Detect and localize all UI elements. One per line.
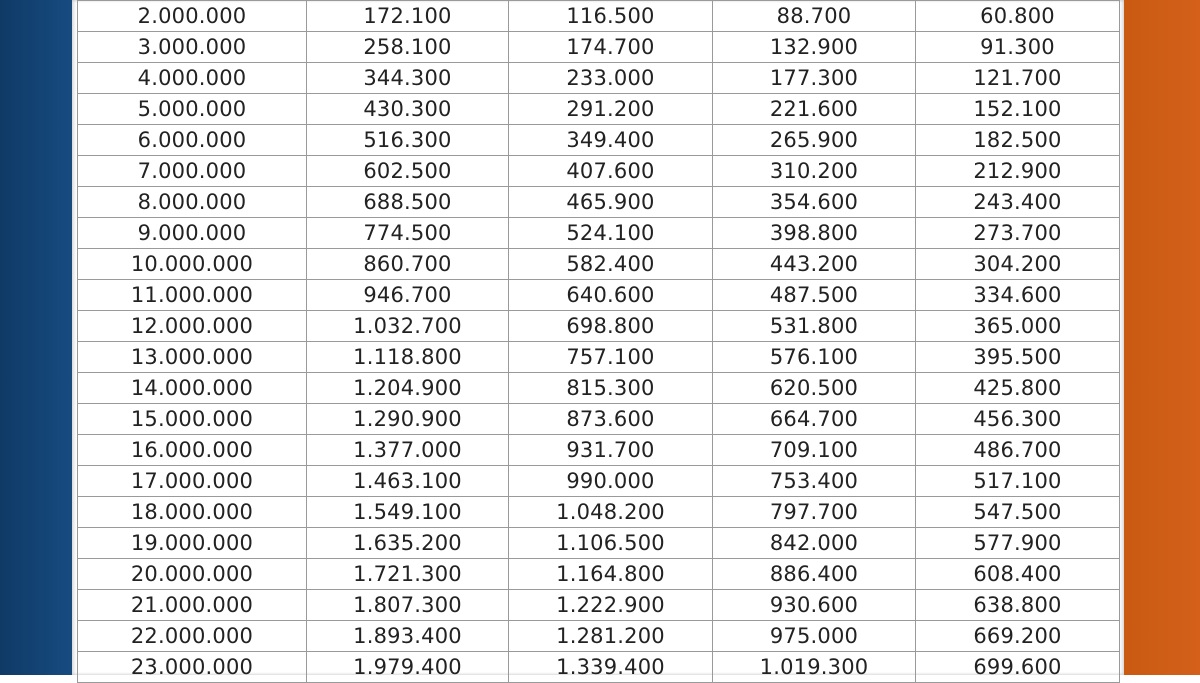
value-cell-1: 344.300 xyxy=(307,63,509,94)
value-cell-4: 152.100 xyxy=(916,94,1120,125)
amount-cell: 13.000.000 xyxy=(78,342,307,373)
amount-cell: 5.000.000 xyxy=(78,94,307,125)
value-cell-1: 1.290.900 xyxy=(307,404,509,435)
value-cell-3: 265.900 xyxy=(713,125,916,156)
value-cell-3: 88.700 xyxy=(713,1,916,32)
value-cell-2: 1.048.200 xyxy=(509,497,713,528)
value-cell-3: 664.700 xyxy=(713,404,916,435)
value-cell-3: 177.300 xyxy=(713,63,916,94)
amount-cell: 4.000.000 xyxy=(78,63,307,94)
value-cell-4: 182.500 xyxy=(916,125,1120,156)
value-cell-4: 243.400 xyxy=(916,187,1120,218)
table-row xyxy=(78,218,1120,249)
value-cell-3: 531.800 xyxy=(713,311,916,342)
value-cell-1: 1.549.100 xyxy=(307,497,509,528)
rate-table-body xyxy=(78,1,1120,683)
table-row xyxy=(78,94,1120,125)
table-row xyxy=(78,373,1120,404)
table-row xyxy=(78,63,1120,94)
table-row xyxy=(78,497,1120,528)
value-cell-1: 1.377.000 xyxy=(307,435,509,466)
table-row xyxy=(78,32,1120,63)
value-cell-3: 886.400 xyxy=(713,559,916,590)
amount-cell: 12.000.000 xyxy=(78,311,307,342)
value-cell-3: 310.200 xyxy=(713,156,916,187)
value-cell-2: 465.900 xyxy=(509,187,713,218)
value-cell-3: 221.600 xyxy=(713,94,916,125)
right-color-band xyxy=(1124,0,1200,675)
table-row xyxy=(78,435,1120,466)
table-row xyxy=(78,528,1120,559)
value-cell-3: 1.019.300 xyxy=(713,652,916,683)
value-cell-3: 576.100 xyxy=(713,342,916,373)
value-cell-4: 486.700 xyxy=(916,435,1120,466)
value-cell-1: 1.807.300 xyxy=(307,590,509,621)
table-row xyxy=(78,1,1120,32)
value-cell-1: 258.100 xyxy=(307,32,509,63)
value-cell-3: 132.900 xyxy=(713,32,916,63)
value-cell-2: 1.164.800 xyxy=(509,559,713,590)
amount-cell: 11.000.000 xyxy=(78,280,307,311)
amount-cell: 9.000.000 xyxy=(78,218,307,249)
amount-cell: 7.000.000 xyxy=(78,156,307,187)
value-cell-2: 990.000 xyxy=(509,466,713,497)
value-cell-4: 638.800 xyxy=(916,590,1120,621)
value-cell-4: 456.300 xyxy=(916,404,1120,435)
value-cell-4: 365.000 xyxy=(916,311,1120,342)
value-cell-2: 116.500 xyxy=(509,1,713,32)
amount-cell: 23.000.000 xyxy=(78,652,307,683)
table-row xyxy=(78,311,1120,342)
amount-cell: 14.000.000 xyxy=(78,373,307,404)
value-cell-3: 443.200 xyxy=(713,249,916,280)
rate-table xyxy=(77,0,1120,683)
value-cell-1: 946.700 xyxy=(307,280,509,311)
value-cell-2: 524.100 xyxy=(509,218,713,249)
value-cell-2: 407.600 xyxy=(509,156,713,187)
value-cell-4: 577.900 xyxy=(916,528,1120,559)
amount-cell: 20.000.000 xyxy=(78,559,307,590)
value-cell-1: 860.700 xyxy=(307,249,509,280)
value-cell-4: 517.100 xyxy=(916,466,1120,497)
value-cell-1: 602.500 xyxy=(307,156,509,187)
value-cell-4: 91.300 xyxy=(916,32,1120,63)
value-cell-3: 620.500 xyxy=(713,373,916,404)
value-cell-1: 1.118.800 xyxy=(307,342,509,373)
value-cell-1: 516.300 xyxy=(307,125,509,156)
value-cell-2: 349.400 xyxy=(509,125,713,156)
left-color-band xyxy=(0,0,72,675)
value-cell-3: 797.700 xyxy=(713,497,916,528)
value-cell-4: 699.600 xyxy=(916,652,1120,683)
amount-cell: 18.000.000 xyxy=(78,497,307,528)
value-cell-2: 1.281.200 xyxy=(509,621,713,652)
value-cell-3: 930.600 xyxy=(713,590,916,621)
value-cell-1: 1.463.100 xyxy=(307,466,509,497)
amount-cell: 2.000.000 xyxy=(78,1,307,32)
amount-cell: 6.000.000 xyxy=(78,125,307,156)
value-cell-4: 304.200 xyxy=(916,249,1120,280)
table-row xyxy=(78,404,1120,435)
value-cell-2: 698.800 xyxy=(509,311,713,342)
value-cell-2: 233.000 xyxy=(509,63,713,94)
value-cell-2: 1.339.400 xyxy=(509,652,713,683)
value-cell-1: 1.635.200 xyxy=(307,528,509,559)
table-row xyxy=(78,652,1120,683)
value-cell-2: 757.100 xyxy=(509,342,713,373)
value-cell-1: 172.100 xyxy=(307,1,509,32)
table-row xyxy=(78,466,1120,497)
amount-cell: 17.000.000 xyxy=(78,466,307,497)
value-cell-4: 547.500 xyxy=(916,497,1120,528)
value-cell-1: 1.032.700 xyxy=(307,311,509,342)
amount-cell: 15.000.000 xyxy=(78,404,307,435)
value-cell-2: 815.300 xyxy=(509,373,713,404)
value-cell-2: 582.400 xyxy=(509,249,713,280)
value-cell-2: 1.106.500 xyxy=(509,528,713,559)
value-cell-3: 398.800 xyxy=(713,218,916,249)
amount-cell: 8.000.000 xyxy=(78,187,307,218)
value-cell-3: 487.500 xyxy=(713,280,916,311)
value-cell-3: 753.400 xyxy=(713,466,916,497)
value-cell-3: 709.100 xyxy=(713,435,916,466)
value-cell-1: 1.204.900 xyxy=(307,373,509,404)
table-row xyxy=(78,156,1120,187)
value-cell-1: 1.979.400 xyxy=(307,652,509,683)
amount-cell: 21.000.000 xyxy=(78,590,307,621)
value-cell-1: 1.721.300 xyxy=(307,559,509,590)
value-cell-3: 975.000 xyxy=(713,621,916,652)
table-row xyxy=(78,621,1120,652)
value-cell-1: 430.300 xyxy=(307,94,509,125)
value-cell-2: 640.600 xyxy=(509,280,713,311)
value-cell-1: 1.893.400 xyxy=(307,621,509,652)
value-cell-4: 395.500 xyxy=(916,342,1120,373)
value-cell-3: 842.000 xyxy=(713,528,916,559)
table-row xyxy=(78,187,1120,218)
value-cell-4: 669.200 xyxy=(916,621,1120,652)
value-cell-2: 931.700 xyxy=(509,435,713,466)
value-cell-2: 1.222.900 xyxy=(509,590,713,621)
value-cell-4: 60.800 xyxy=(916,1,1120,32)
amount-cell: 22.000.000 xyxy=(78,621,307,652)
amount-cell: 3.000.000 xyxy=(78,32,307,63)
table-row xyxy=(78,590,1120,621)
value-cell-1: 688.500 xyxy=(307,187,509,218)
table-row xyxy=(78,280,1120,311)
value-cell-4: 334.600 xyxy=(916,280,1120,311)
table-row xyxy=(78,342,1120,373)
value-cell-2: 873.600 xyxy=(509,404,713,435)
value-cell-2: 174.700 xyxy=(509,32,713,63)
amount-cell: 16.000.000 xyxy=(78,435,307,466)
table-row xyxy=(78,559,1120,590)
table-row xyxy=(78,125,1120,156)
amount-cell: 19.000.000 xyxy=(78,528,307,559)
value-cell-4: 121.700 xyxy=(916,63,1120,94)
value-cell-4: 273.700 xyxy=(916,218,1120,249)
value-cell-4: 212.900 xyxy=(916,156,1120,187)
table-row xyxy=(78,249,1120,280)
amount-cell: 10.000.000 xyxy=(78,249,307,280)
value-cell-3: 354.600 xyxy=(713,187,916,218)
value-cell-4: 425.800 xyxy=(916,373,1120,404)
value-cell-2: 291.200 xyxy=(509,94,713,125)
value-cell-1: 774.500 xyxy=(307,218,509,249)
value-cell-4: 608.400 xyxy=(916,559,1120,590)
